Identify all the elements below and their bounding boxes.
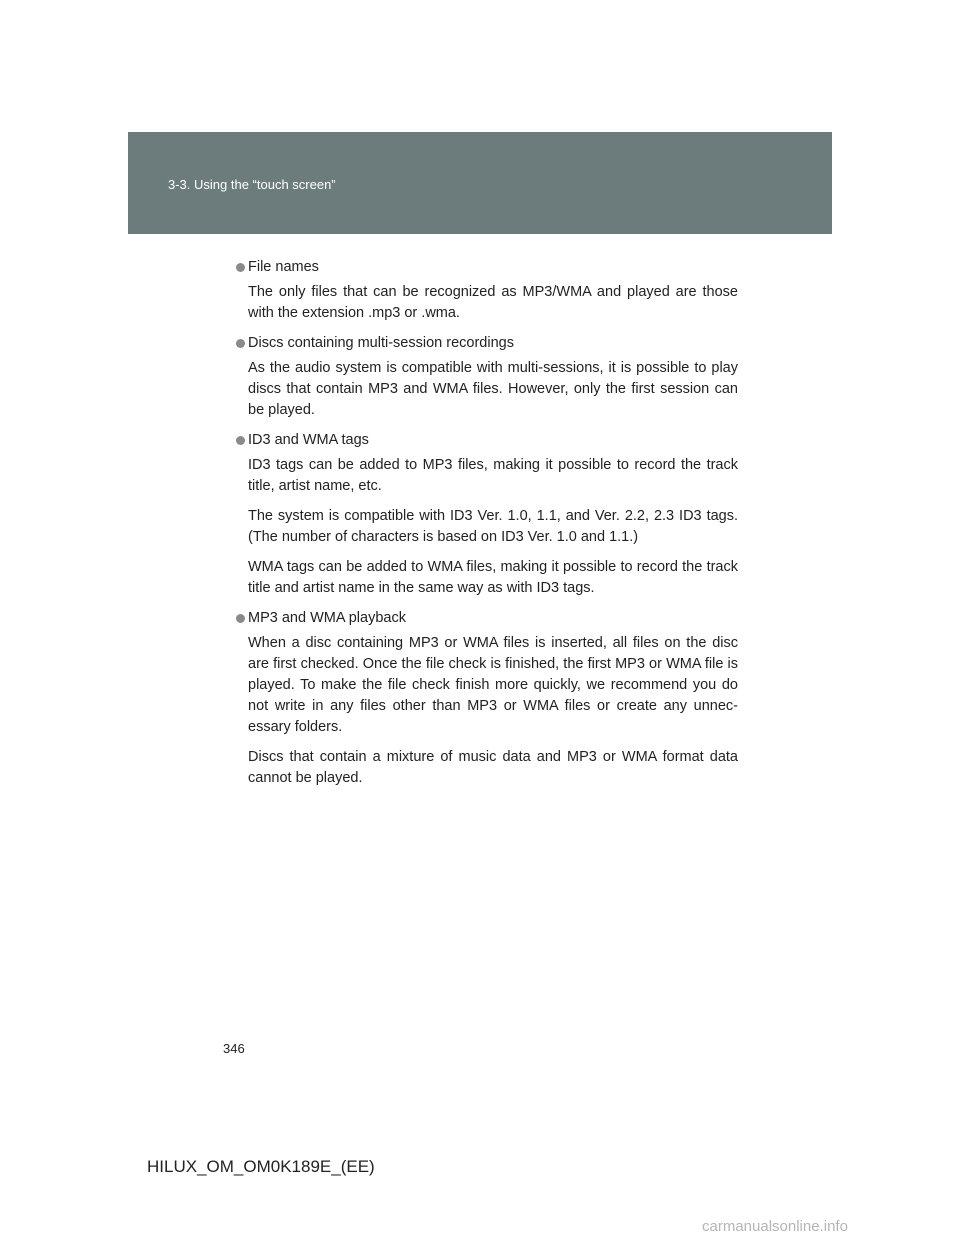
item-paragraph: WMA tags can be added to WMA files, making it possible to record the track title and artist name in the same way as with ID3 tags. xyxy=(248,559,738,596)
item-heading xyxy=(236,333,738,354)
list-item-multi-session xyxy=(236,333,738,421)
item-paragraph: As the audio system is compatible with multi-sessions, it is possible to play discs that contain MP3 and WMA files. However, only the first session can be played. xyxy=(248,360,738,418)
main-content xyxy=(236,257,738,798)
item-heading-text: ID3 and WMA tags xyxy=(248,432,369,448)
item-paragraph: ID3 tags can be added to MP3 files, making it possible to record the track title, artist name, etc. xyxy=(248,457,738,494)
item-heading xyxy=(236,430,738,451)
item-heading-text: MP3 and WMA playback xyxy=(248,610,406,626)
item-heading-text: File names xyxy=(248,259,319,275)
section-title: 3-3. Using the “touch screen” xyxy=(168,177,336,192)
bullet-icon xyxy=(236,263,245,272)
bullet-icon xyxy=(236,436,245,445)
item-heading xyxy=(236,608,738,629)
watermark: carmanualsonline.info xyxy=(702,1218,848,1235)
bullet-icon xyxy=(236,339,245,348)
item-paragraph: The only files that can be recognized as MP3/WMA and played are those with the extension .mp3 or .wma. xyxy=(248,284,738,321)
footer-document-code: HILUX_OM_OM0K189E_(EE) xyxy=(147,1157,375,1176)
item-heading-text: Discs containing multi-session recordings xyxy=(248,335,514,351)
item-paragraph: The system is compatible with ID3 Ver. 1.0, 1.1, and Ver. 2.2, 2.3 ID3 tags. (The number of characters is based on ID3 Ver. 1.0 and 1.1.) xyxy=(248,508,738,545)
list-item-id3-wma-tags xyxy=(236,430,738,599)
list-item-file-names xyxy=(236,257,738,324)
item-heading xyxy=(236,257,738,278)
item-paragraph: When a disc containing MP3 or WMA files is inserted, all files on the disc are first checked. Once the file check is finished, the first MP3 or WMA file is played. To make the file check finish more quickly, we recommend you do not write in any files other than MP3 or WMA files or create any unnec-essary folders. xyxy=(248,635,738,735)
list-item-playback xyxy=(236,608,738,789)
page-number: 346 xyxy=(223,1041,245,1056)
bullet-icon xyxy=(236,614,245,623)
item-paragraph: Discs that contain a mixture of music data and MP3 or WMA format data cannot be played. xyxy=(248,749,738,786)
section-header-bar xyxy=(128,132,832,234)
